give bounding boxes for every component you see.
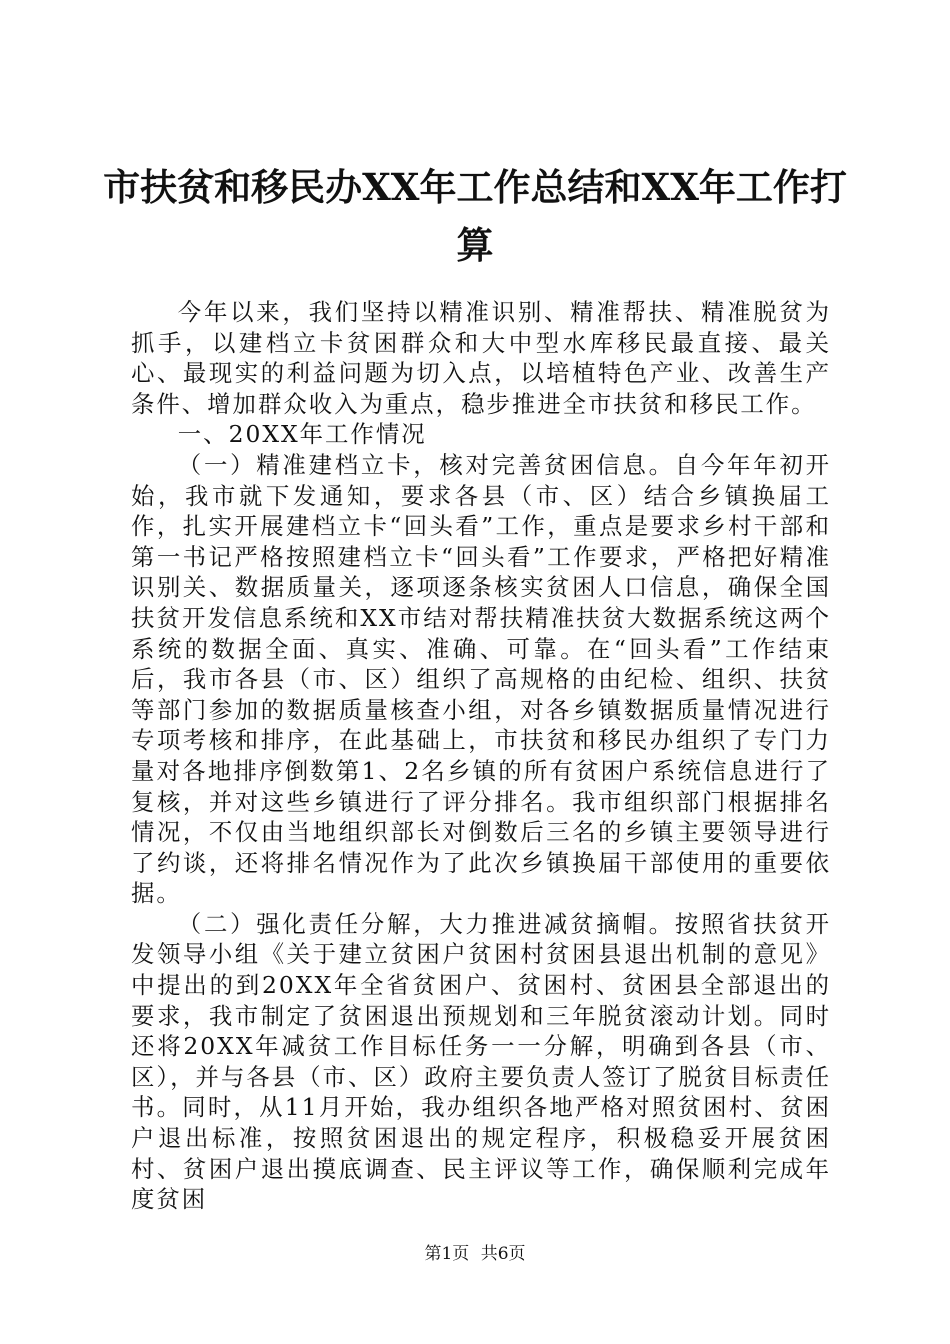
page-total: 共6页 — [480, 1244, 526, 1264]
paragraph-item-2: （二）强化责任分解，大力推进减贫摘帽。按照省扶贫开发领导小组《关于建立贫困户贫困村贫困县退出机制的意见》中提出的到20XX年全省贫困户、贫困村、贫困县全部退出的要求，我市制定了贫困退出预规划和三年脱贫滚动计划。同时还将20XX年减贫工作目标任务一一分解，明确到各县（市、区），并与各县（市、区）政府主要负责人签订了脱贫目标责任书。同时，从11月开始，我办组织各地严格对照贫困村、贫困户退出标准，按照贫困退出的规定程序，积极稳妥开展贫困村、贫困户退出摸底调查、民主评议等工作，确保顺利完成年度贫困 — [131, 909, 831, 1214]
paragraph-intro: 今年以来，我们坚持以精准识别、精准帮扶、精准脱贫为抓手，以建档立卡贫困群众和大中型水库移民最直接、最关心、最现实的利益问题为切入点，以培植特色产业、改善生产条件、增加群众收入为重点，稳步推进全市扶贫和移民工作。 — [131, 298, 831, 418]
page-number: 第1页 — [424, 1244, 470, 1264]
document-body — [131, 297, 831, 1215]
section-heading: 一、20XX年工作情况 — [177, 420, 427, 449]
page-footer — [0, 1243, 950, 1265]
document-title: 市扶贫和移民办XX年工作总结和XX年工作打算 — [103, 165, 847, 267]
paragraph-item-1: （一）精准建档立卡，核对完善贫困信息。自今年年初开始，我市就下发通知，要求各县（市、区）结合乡镇换届工作，扎实开展建档立卡“回头看”工作，重点是要求乡村干部和第一书记严格按照建档立卡“回头看”工作要求，严格把好精准识别关、数据质量关，逐项逐条核实贫困人口信息，确保全国扶贫开发信息系统和XX市结对帮扶精准扶贫大数据系统这两个系统的数据全面、真实、准确、可靠。在“回头看”工作结束后，我市各县（市、区）组织了高规格的由纪检、组织、扶贫等部门参加的数据质量核查小组，对各乡镇数据质量情况进行专项考核和排序，在此基础上，市扶贫和移民办组织了专门力量对各地排序倒数第1、2名乡镇的所有贫困户系统信息进行了复核，并对这些乡镇进行了评分排名。我市组织部门根据排名情况，不仅由当地组织部长对倒数后三名的乡镇主要领导进行了约谈，还将排名情况作为了此次乡镇换届干部使用的重要依据。 — [131, 450, 831, 908]
